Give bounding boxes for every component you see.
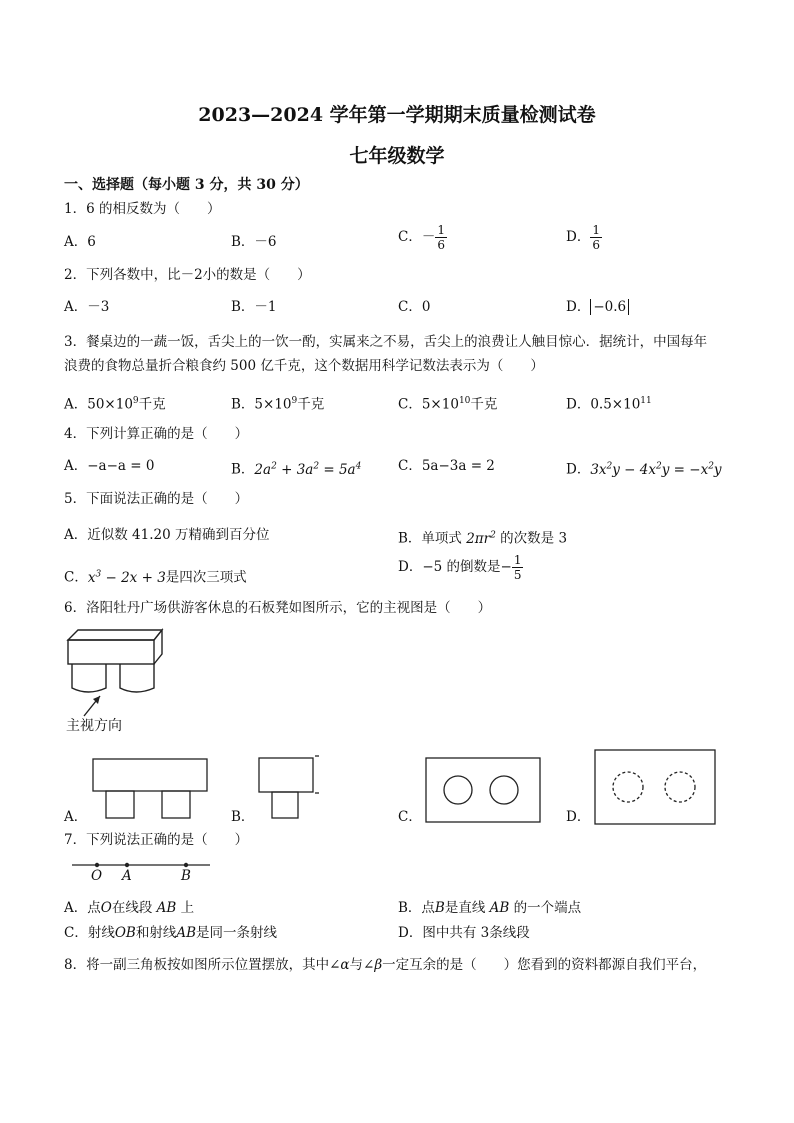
q7-stem: 7．下列说法正确的是（ ）: [64, 832, 249, 848]
q1-option-b: B．－6: [231, 234, 277, 250]
q3-option-b: B．$5\times 10^9$千克: [231, 396, 325, 413]
q1-option-a: A．6: [64, 234, 96, 250]
q3-option-a: A．$50\times 10^9$千克: [64, 396, 166, 413]
q7-point-o-label: O: [91, 868, 103, 884]
q5-option-b: B．单项式 $2\pi r^2$ 的次数是 3: [398, 530, 568, 547]
q4-option-d: D．$3x^2y - 4x^2y = -x^2y$: [566, 461, 722, 478]
q6-option-a-figure: [92, 758, 208, 820]
section-heading: 一、选择题（每小题 3 分，共 30 分）: [64, 177, 309, 193]
q3-stem-line2: 浪费的食物总量折合粮食约 500 亿千克，这个数据用科学记数法表示为（ ）: [64, 358, 544, 374]
q4-option-b: B．$2a^2 + 3a^2 = 5a^4$: [231, 461, 362, 478]
q2-option-b: B．－1: [231, 299, 277, 315]
q6-stem: 6．洛阳牡丹广场供游客休息的石板凳如图所示，它的主视图是（ ）: [64, 600, 492, 616]
q7-option-a: A．点O在线段 AB 上: [64, 900, 195, 916]
q4-option-a: A．−a−a = 0: [64, 458, 155, 474]
q8-stem: 8．将一副三角板按如图所示位置摆放，其中∠α与∠β一定互余的是（ ）您看到的资料都源自我们平台，: [64, 957, 707, 973]
q3-stem-line1: 3．餐桌边的一蔬一饭，舌尖上的一饮一酌，实属来之不易，舌尖上的浪费让人触目惊心．据统计，中国每年: [64, 334, 708, 350]
q5-option-c: C．$x^3 - 2x + 3$是四次三项式: [64, 569, 247, 586]
q6-option-b-figure: [258, 756, 320, 820]
q2-option-a: A．－3: [64, 299, 110, 315]
q6-option-a-label: A．: [64, 809, 88, 825]
q6-option-d-label: D．: [566, 809, 591, 825]
q1-option-d: D． $\frac{1}{6}$: [566, 223, 600, 252]
view-direction-arrow: [78, 690, 108, 720]
q6-option-d-figure: [594, 749, 716, 825]
q2-option-d: D． −0.6: [566, 298, 629, 316]
view-direction-label: 主视方向: [66, 718, 122, 734]
q7-option-b: B．点B是直线 AB 的一个端点: [398, 900, 582, 916]
q6-option-c-label: C．: [398, 809, 422, 825]
q6-option-c-figure: [425, 757, 541, 823]
q7-option-c: C．射线OB和射线AB是同一条射线: [64, 925, 278, 941]
exam-subtitle: 七年级数学: [349, 145, 445, 167]
q3-option-d: D．$0.5\times 10^{11}$: [566, 396, 652, 413]
q1-stem: 1．6 的相反数为（ ）: [64, 201, 221, 217]
q4-option-c: C．5a−3a = 2: [398, 458, 495, 474]
q6-option-b-label: B．: [231, 809, 255, 825]
q5-option-d: D．−5 的倒数是− $\frac{1}{5}$: [398, 553, 522, 582]
q2-stem: 2．下列各数中，比－2小的数是（ ）: [64, 267, 311, 283]
q3-option-c: C．$5\times 10^{10}$千克: [398, 396, 498, 413]
q7-point-b-label: B: [181, 868, 191, 884]
q4-stem: 4．下列计算正确的是（ ）: [64, 426, 249, 442]
q5-stem: 5．下面说法正确的是（ ）: [64, 491, 249, 507]
q7-option-d: D．图中共有 3条线段: [398, 925, 530, 941]
q7-point-a-label: A: [122, 868, 132, 884]
q5-option-a: A．近似数 41.20 万精确到百分位: [64, 527, 270, 543]
q2-option-c: C．0: [398, 299, 431, 315]
exam-title: 2023—2024 学年第一学期期末质量检测试卷: [198, 104, 596, 126]
q1-option-c: C．－ $\frac{1}{6}$: [398, 223, 445, 252]
